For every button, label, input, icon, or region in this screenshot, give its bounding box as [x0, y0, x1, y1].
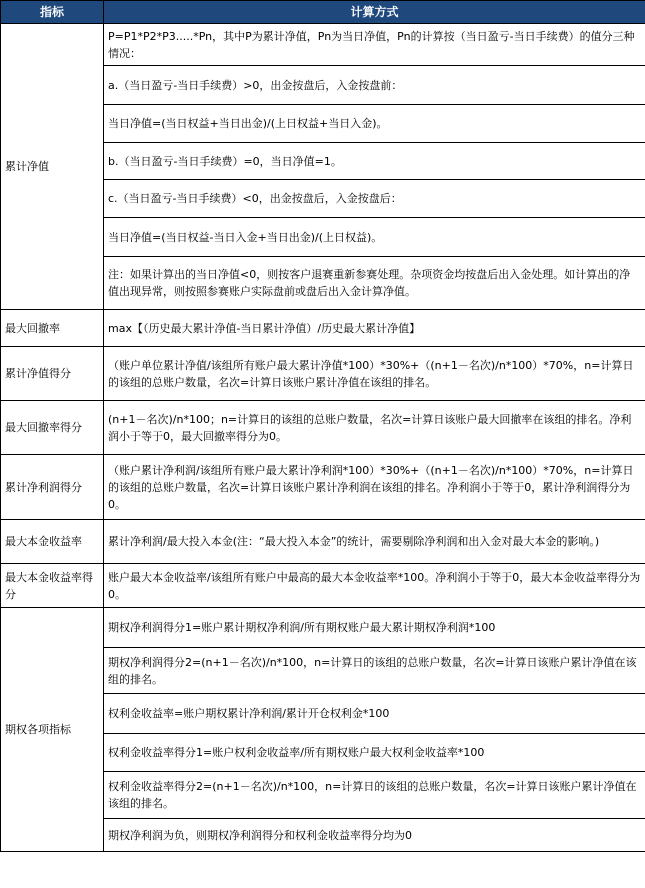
method-cell: 权利金收益率=账户期权累计净利润/累计开仓权利金*100 [104, 694, 645, 734]
table-row [1, 520, 645, 564]
indicator-profit-score: 累计净利润得分 [1, 455, 104, 520]
method-cell: c.（当日盈亏-当日手续费）<0，出金按盘后，入金按盘后： [104, 180, 645, 218]
table-row [1, 455, 645, 520]
header-row [1, 1, 645, 24]
method-cell: 注：如果计算出的当日净值<0，则按客户退赛重新参赛处理。杂项资金均按盘后出入金处理。如计算出的净值出现异常，则按照参赛账户实际盘前或盘后出入金计算净值。 [104, 257, 645, 310]
indicator-max-capital-return: 最大本金收益率 [1, 520, 104, 564]
method-cell: 当日净值=(当日权益-当日入金+当日出金)/(上日权益)。 [104, 218, 645, 257]
method-cell: 权利金收益率得分1=账户权利金收益率/所有期权账户最大权利金收益率*100 [104, 734, 645, 772]
method-cell: P=P1*P2*P3.....*Pn，其中P为累计净值，Pn为当日净值，Pn的计算按（当日盈亏-当日手续费）的值分三种情况： [104, 24, 645, 66]
table-row [1, 24, 645, 66]
method-cell: （账户单位累计净值/该组所有账户最大累计净值*100）*30%+（(n+1－名次)/n*100）*70%，n=计算日的该组的总账户数量，名次=计算日该账户累计净值在该组的排名。 [104, 347, 645, 401]
table-row [1, 608, 645, 648]
table-row [1, 564, 645, 608]
table-row [1, 310, 645, 347]
header-method: 计算方式 [104, 1, 645, 24]
method-cell: 权利金收益率得分2=(n+1－名次)/n*100，n=计算日的该组的总账户数量，名次=计算日该账户累计净值在该组的排名。 [104, 772, 645, 819]
table-row [1, 347, 645, 401]
table-row [1, 401, 645, 455]
method-cell: a.（当日盈亏-当日手续费）>0，出金按盘后，入金按盘前： [104, 66, 645, 105]
indicator-max-capital-return-score: 最大本金收益率得分 [1, 564, 104, 608]
method-cell: 累计净利润/最大投入本金(注：“最大投入本金”的统计，需要剔除净利润和出入金对最大本金的影响。) [104, 520, 645, 564]
method-cell: b.（当日盈亏-当日手续费）=0，当日净值=1。 [104, 143, 645, 180]
indicator-drawdown-score: 最大回撤率得分 [1, 401, 104, 455]
method-cell: 期权净利润得分2=(n+1－名次)/n*100，n=计算日的该组的总账户数量，名次=计算日该账户累计净值在该组的排名。 [104, 648, 645, 694]
method-cell: 账户最大本金收益率/该组所有账户中最高的最大本金收益率*100。净利润小于等于0，最大本金收益率得分为0。 [104, 564, 645, 608]
indicator-nav-score: 累计净值得分 [1, 347, 104, 401]
method-cell: 期权净利润得分1=账户累计期权净利润/所有期权账户最大累计期权净利润*100 [104, 608, 645, 648]
method-cell: 期权净利润为负，则期权净利润得分和权利金收益率得分均为0 [104, 819, 645, 852]
indicator-options: 期权各项指标 [1, 608, 104, 852]
indicator-max-drawdown: 最大回撤率 [1, 310, 104, 347]
method-cell: (n+1－名次)/n*100；n=计算日的该组的总账户数量，名次=计算日该账户最大回撤率在该组的排名。净利润小于等于0，最大回撤率得分为0。 [104, 401, 645, 455]
method-cell: （账户累计净利润/该组所有账户最大累计净利润*100）*30%+（(n+1－名次)/n*100）*70%，n=计算日的该组的总账户数量，名次=计算日该账户累计净利润在该组的排名。净利润小于等于0，累计净利润得分为0。 [104, 455, 645, 520]
header-indicator: 指标 [1, 1, 104, 24]
method-cell: max【（历史最大累计净值-当日累计净值）/历史最大累计净值】 [104, 310, 645, 347]
method-cell: 当日净值=(当日权益+当日出金)/(上日权益+当日入金)。 [104, 105, 645, 143]
indicator-cum-nav: 累计净值 [1, 24, 104, 310]
